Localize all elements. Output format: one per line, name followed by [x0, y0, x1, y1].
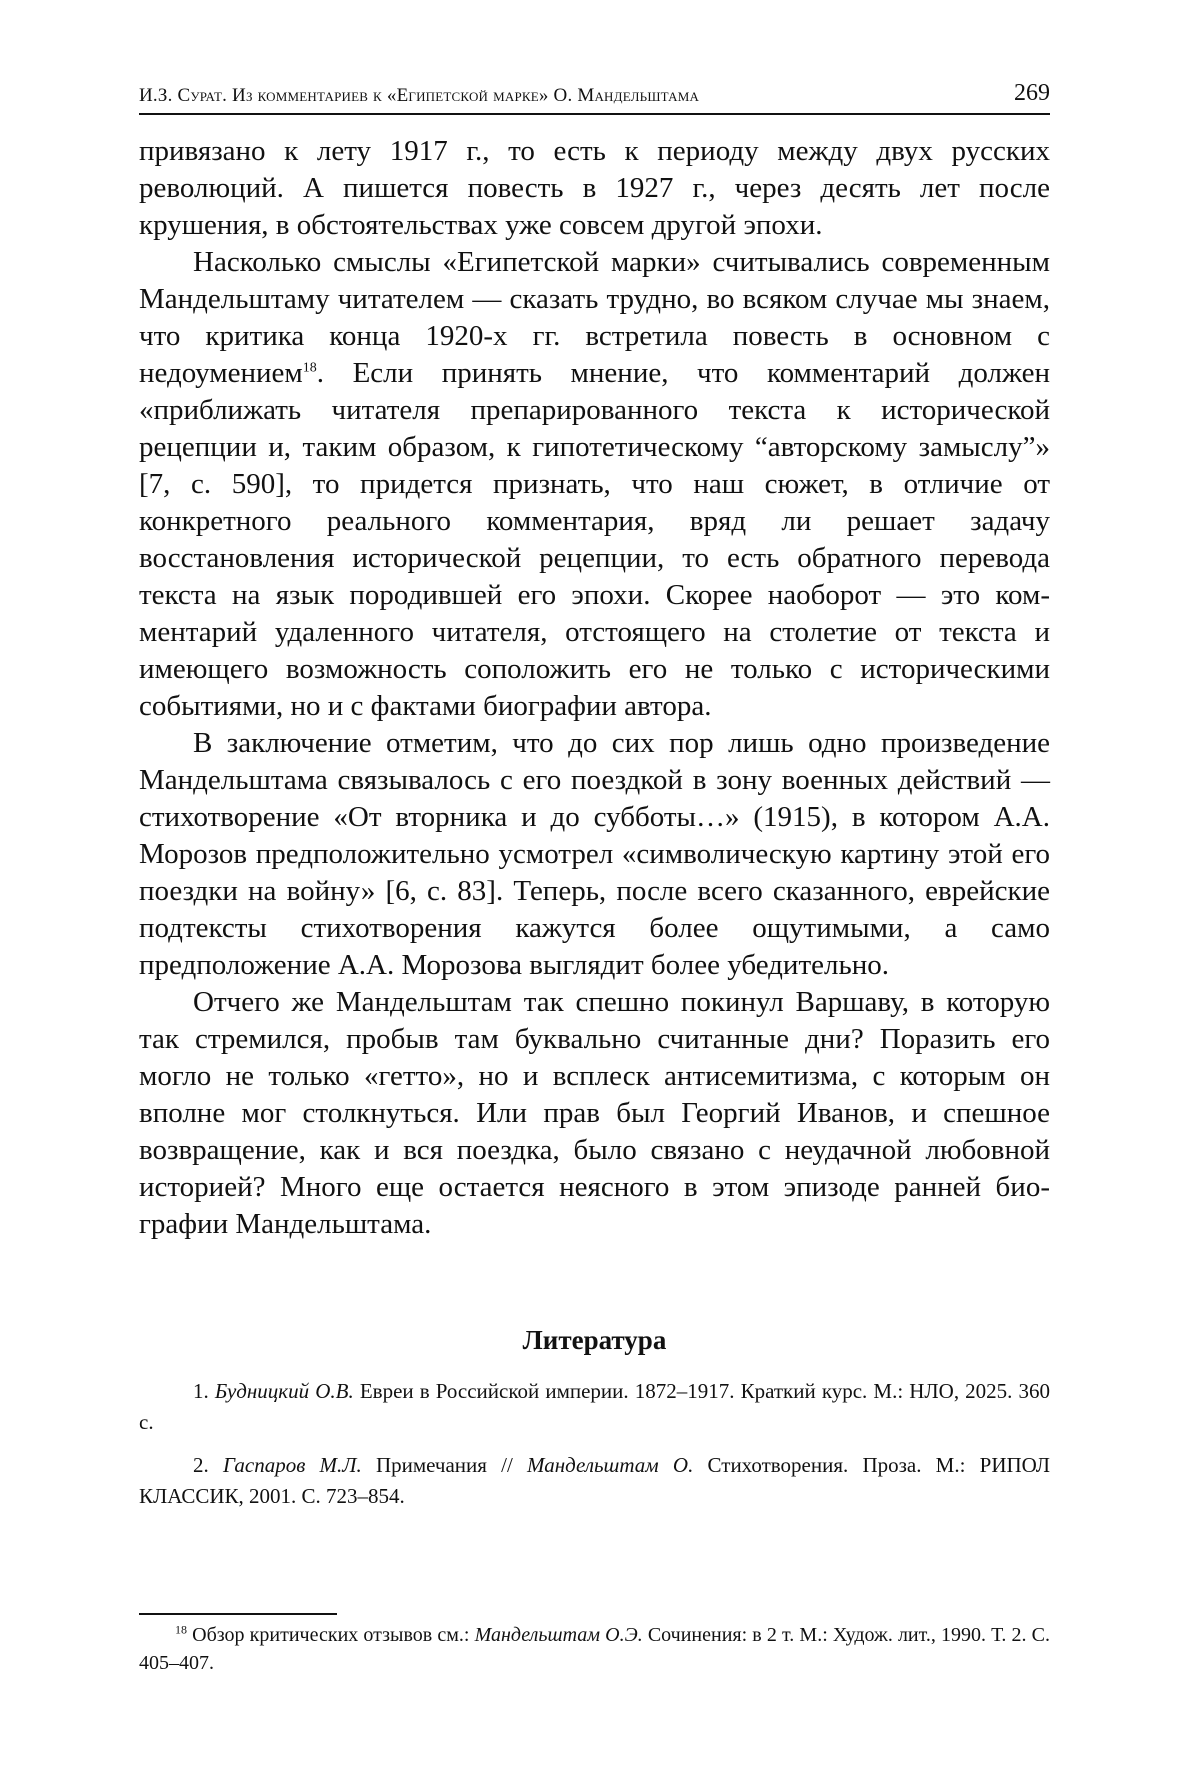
bib-entry-number: 1. — [193, 1379, 209, 1403]
body-text — [139, 133, 1050, 1243]
footnote-text-a: Обзор критических отзывов см.: — [192, 1624, 470, 1646]
bib-entry-number: 2. — [193, 1453, 209, 1477]
bibliography-entry — [139, 1450, 1050, 1512]
page — [139, 80, 1050, 1524]
bibliography-heading: Литература — [522, 1325, 667, 1355]
paragraph-4: Отчего же Мандельштам так спешно покинул Варшаву, в которую так стремился, пробыв там буквально считанные дни? Поразить его могло не только «гетто», но и всплеск антисемитизма, с которым он вполне мог столкнуться. Или прав был Георгий Иванов, и спешное возвращение, как и вся поездка, было связано с неудачной любовной историей? Много еще остается неясного в этом эпизоде ранней биографии Мандельштама. — [139, 986, 1050, 1240]
bib-entry-middle: Примечания // — [375, 1453, 513, 1477]
paragraph-2 — [139, 244, 1050, 725]
bib-entry-author: Будницкий О.В. — [214, 1379, 354, 1403]
bib-entry-details: Стихотворения. Проза. М.: РИПОЛ КЛАССИК, 2001. С. 723–854. — [139, 1453, 1051, 1508]
page-number: 269 — [1014, 80, 1050, 106]
footnote-text-b: Сочинения: в 2 т. М.: Худож. лит., 1990. Т. 2. С. 405–407. — [139, 1624, 1050, 1674]
footnote-18 — [139, 1621, 1050, 1677]
paragraph-2-text-a: Насколько смыслы «Египетской марки» считывались современным Мандельштаму читателем — сказать трудно, во всяком случае мы знаем, что критика конца 1920-х гг. встретила повесть в основном с недоумением — [139, 246, 1050, 389]
footnote-author: Мандельштам О.Э. — [474, 1624, 643, 1646]
footnote-reference-18[interactable]: 18 — [302, 360, 317, 376]
bib-entry-author: Гаспаров М.Л. — [222, 1453, 362, 1477]
paragraph-1: привязано к лету 1917 г., то есть к периоду между двух русских революций. А пишется повесть в 1927 г., через десять лет после крушения, в обстоятельствах уже совсем другой эпохи. — [139, 135, 1050, 241]
footnote-divider — [139, 1613, 337, 1615]
bibliography — [139, 1325, 1050, 1512]
footnotes — [139, 1613, 1050, 1677]
bib-entry-details: Евреи в Российской империи. 1872–1917. Краткий курс. М.: НЛО, 2025. 360 с. — [139, 1379, 1051, 1434]
bib-entry-author-2: Мандельштам О. — [527, 1453, 694, 1477]
paragraph-2-text-b: . Если принять мнение, что комментарий должен «приближать читателя препарированного текста к исторической рецепции и, таким образом, к гипотетическому “авторскому замыслу”» [7, с. 590], то придется признать, что наш сюжет, в отличие от конкретного реального комментария, вряд ли решает задачу восстановления исторической рецепции, то есть обратного перевода текста на язык породившей его эпохи. Скорее наоборот — это комментарий удаленного читателя, отстоящего на столетие от текста и имеющего возможность соположить его не только с историческими событиями, но и с фактами биографии автора. — [139, 357, 1050, 722]
paragraph-3: В заключение отметим, что до сих пор лишь одно произведение Мандельштама связывалось с его поездкой в зону военных действий — стихотворение «От вторника и до субботы…» (1915), в котором А.А. Морозов предположительно усмотрел «символическую картину этой его поездки на войну» [6, с. 83]. Теперь, после всего сказанного, еврейские подтексты стихотворения кажутся более ощутимыми, а само предположение А.А. Морозова выглядит более убедительно. — [139, 727, 1050, 981]
running-header-title: И.З. Сурат. Из комментариев к «Египетской марке» О. Мандельштама — [139, 85, 700, 106]
footnote-number: 18 — [175, 1622, 187, 1637]
bibliography-entry — [139, 1376, 1050, 1438]
running-header — [139, 80, 1050, 115]
